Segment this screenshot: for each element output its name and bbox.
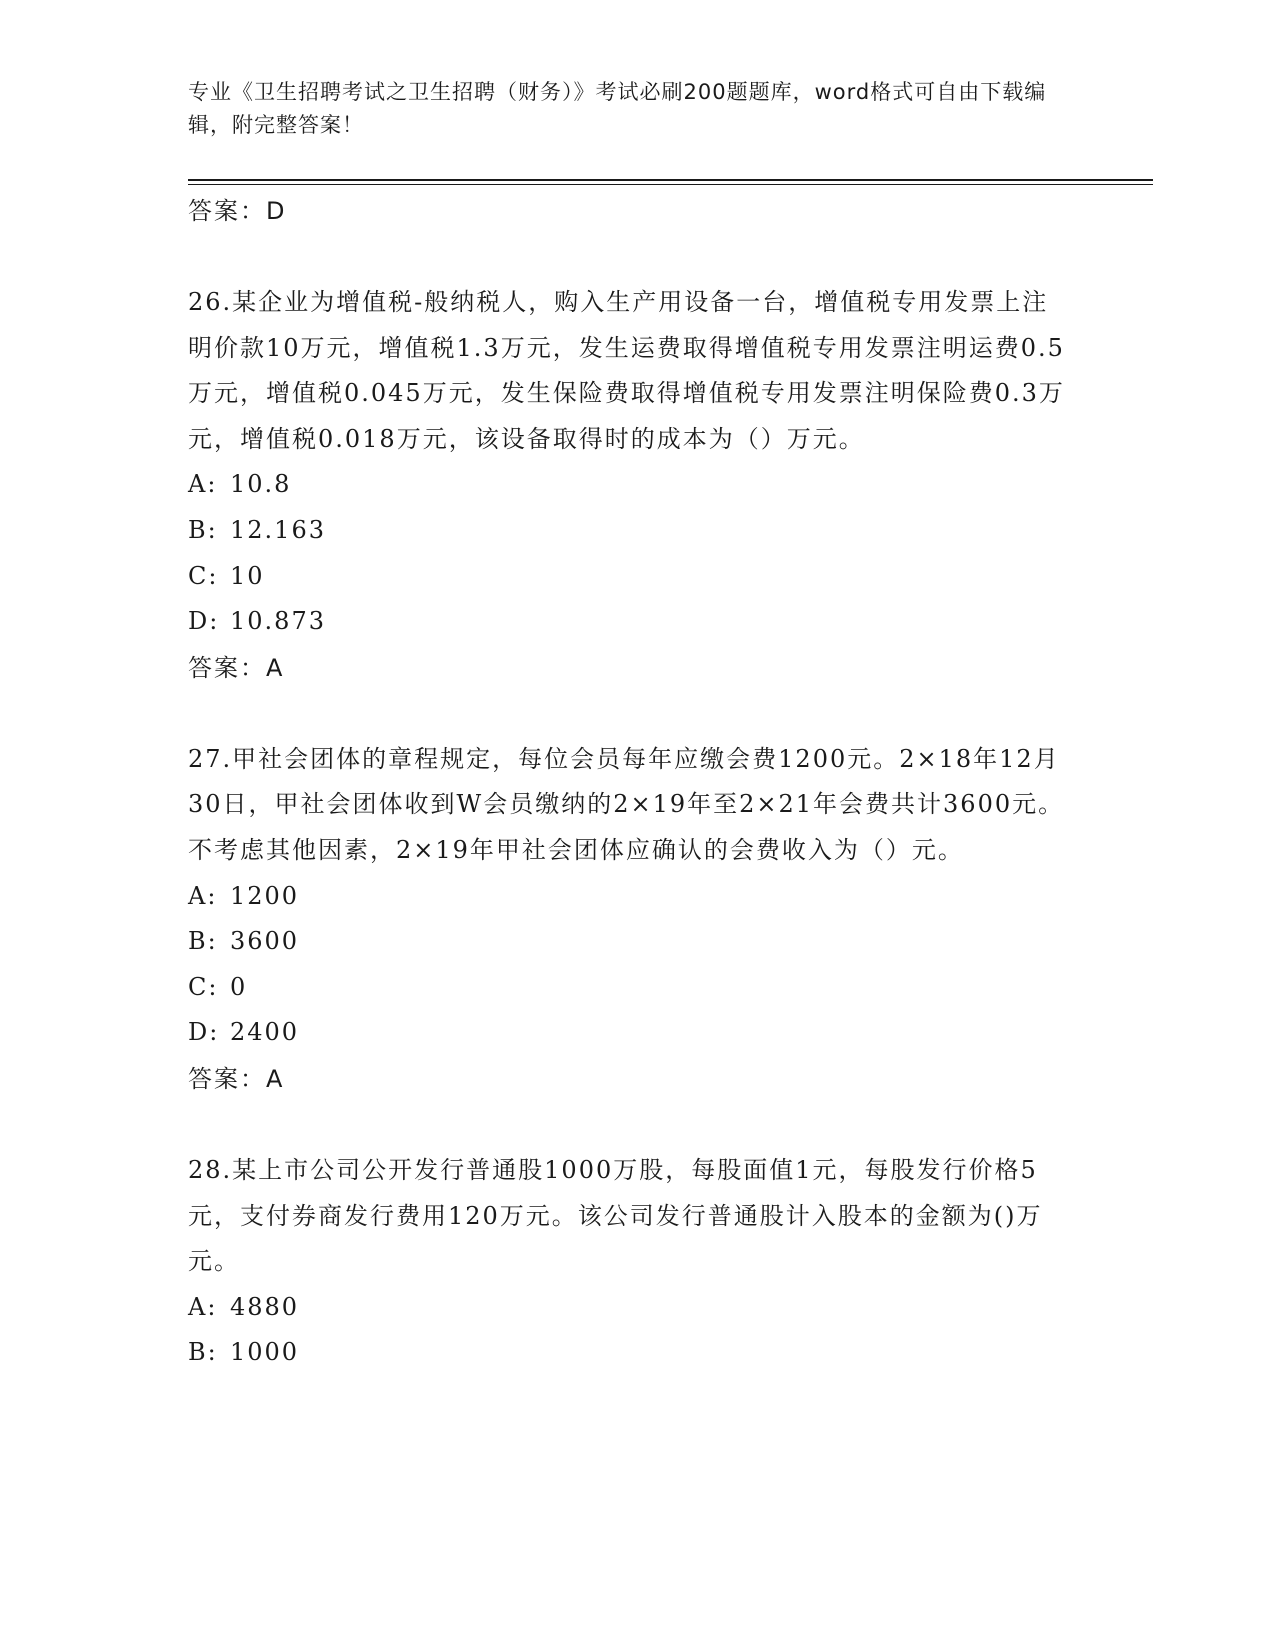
option-letter: B: — [188, 927, 218, 956]
option-letter: B: — [188, 515, 218, 544]
question-list — [188, 188, 1068, 1376]
question-28 — [188, 1148, 1068, 1376]
option-d — [188, 1010, 1068, 1056]
option-c — [188, 965, 1068, 1011]
question-stem: 28.某上市公司公开发行普通股1000万股，每股面值1元，每股发行价格5元，支付券商发行费用120万元。该公司发行普通股计入股本的金额为()万元。 — [188, 1155, 1043, 1276]
answer-line: 答案：A — [188, 653, 285, 682]
option-text: 10.873 — [230, 607, 326, 636]
option-text: 3600 — [230, 927, 300, 956]
option-b — [188, 1330, 1068, 1376]
option-letter: A: — [188, 470, 218, 499]
option-letter: C: — [188, 972, 219, 1001]
option-text: 1200 — [230, 881, 300, 910]
option-text: 10.8 — [230, 470, 292, 499]
option-text: 2400 — [230, 1018, 300, 1047]
previous-answer: 答案：D — [188, 197, 287, 225]
option-letter: A: — [188, 881, 218, 910]
option-text: 10 — [230, 561, 265, 590]
option-c — [188, 554, 1068, 600]
option-letter: D: — [188, 1018, 220, 1047]
option-b — [188, 919, 1068, 965]
question-27 — [188, 737, 1068, 1102]
question-26 — [188, 280, 1068, 691]
option-letter: D: — [188, 607, 220, 636]
question-stem: 26.某企业为增值税-般纳税人，购入生产用设备一台，增值税专用发票上注明价款10万元，增值税1.3万元，发生运费取得增值税专用发票注明运费0.5万元，增值税0.045万元，发生保险费取得增值税专用发票注明保险费0.3万元，增值税0.018万元，该设备取得时的成本为（）万元。 — [188, 288, 1065, 453]
option-letter: B: — [188, 1338, 218, 1367]
answer-line: 答案：A — [188, 1064, 285, 1093]
option-a — [188, 874, 1068, 920]
option-letter: A: — [188, 1292, 218, 1321]
option-b — [188, 508, 1068, 554]
header-rule-thin — [188, 184, 1153, 185]
option-letter: C: — [188, 561, 219, 590]
option-text: 12.163 — [230, 515, 326, 544]
option-text: 4880 — [230, 1292, 300, 1321]
option-d — [188, 599, 1068, 645]
header-rule-thick — [188, 179, 1153, 181]
document-header: 专业《卫生招聘考试之卫生招聘（财务）》考试必刷200题题库，word格式可自由下载编辑，附完整答案！ — [188, 80, 1047, 137]
option-text: 1000 — [230, 1338, 300, 1367]
option-text: 0 — [230, 972, 248, 1001]
question-stem: 27.甲社会团体的章程规定，每位会员每年应缴会费1200元。2×18年12月30日，甲社会团体收到W会员缴纳的2×19年至2×21年会费共计3600元。不考虑其他因素，2×19年甲社会团体应确认的会费收入为（）元。 — [188, 744, 1065, 864]
option-a — [188, 462, 1068, 508]
option-a — [188, 1285, 1068, 1331]
